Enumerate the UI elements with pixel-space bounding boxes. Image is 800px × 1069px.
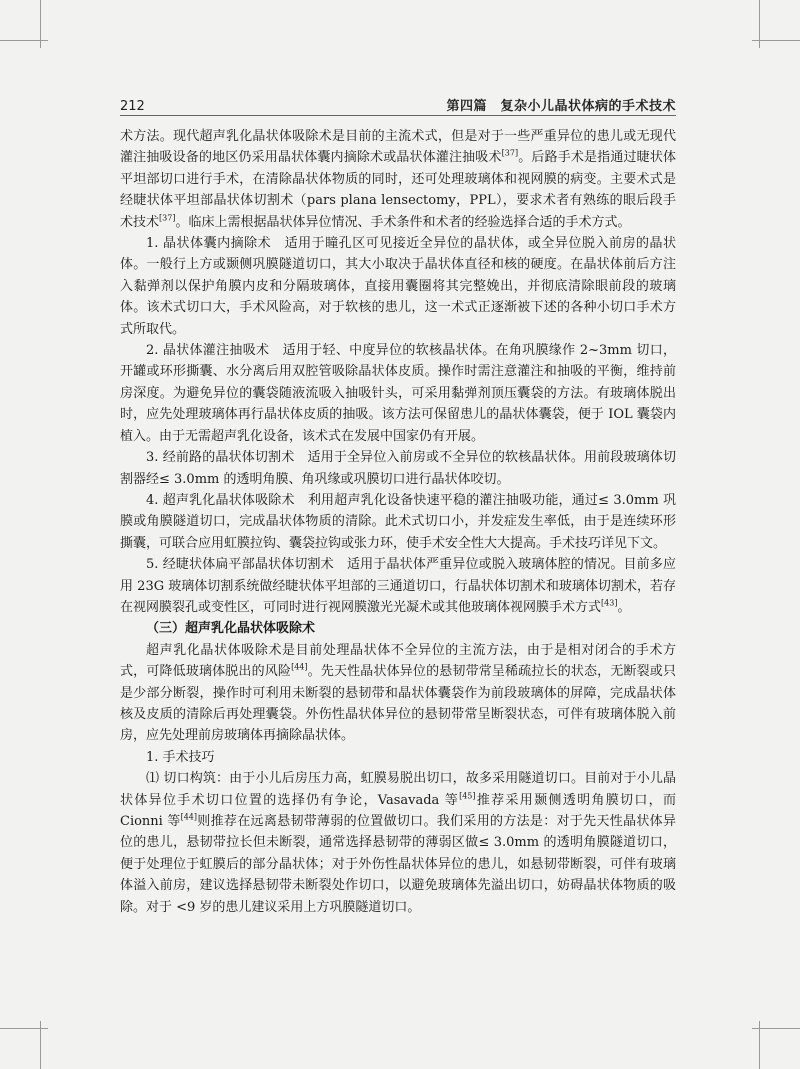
text-run: 。: [617, 599, 631, 615]
paragraph: [120, 340, 676, 447]
text-run: 超声乳化晶状体吸除术是目前处理晶状体不全异位的主流方法，由于是相对闭合的手术方式，可降低玻璃体脱出的风险: [120, 642, 676, 680]
text-run: ⑴ 切口构筑：由于小儿后房压力高，虹膜易脱出切口，故多采用隧道切口。目前对于小儿晶状体异位手术切口位置的选择仍有争论，Vasavada 等: [120, 771, 676, 808]
running-header: [120, 92, 676, 114]
text-run: 推荐采用颞侧透明角膜切口，而 Cionni 等: [120, 792, 676, 829]
crop-mark: [752, 40, 800, 41]
body-text: [120, 126, 676, 918]
paragraph: [120, 747, 676, 768]
text-run: 则推荐在远离悬韧带薄弱的位置做切口。我们采用的方法是：对于先天性晶状体异位的患儿，悬韧带拉长但未断裂，通常选择悬韧带的薄弱区做≤ 3.0mm 的透明角膜隧道切口，便于处理位于虹膜后的部分晶状体；对于外伤性晶状体异位的患儿，如悬韧带断裂，可伴有玻璃体溢入前房，建议选择悬韧带未断裂处作切口，以避免玻璃体先溢出切口，妨碍晶状体物质的吸除。对于 <9 岁的患儿建议采用上方巩膜隧道切口。: [120, 814, 676, 915]
paragraph: [120, 768, 676, 918]
citation-ref: [43]: [601, 598, 618, 608]
chapter-title: 第四篇 复杂小儿晶状体病的手术技术: [446, 99, 676, 114]
paragraph: [120, 447, 676, 490]
text-run: 5. 经睫状体扁平部晶状体切割术 适用于晶状体严重异位或脱入玻璃体腔的情况。目前多应用 23G 玻璃体切割系统做经睫状体平坦部的三通道切口，行晶状体切割术和玻璃体切割术，若存在视网膜裂孔或变性区，可同时进行视网膜激光光凝术或其他玻璃体视网膜手术方式: [120, 557, 676, 615]
header-divider: [120, 115, 676, 116]
paragraph: [120, 554, 676, 618]
text-run: 4. 超声乳化晶状体吸除术 利用超声乳化设备快速平稳的灌注抽吸功能，通过≤ 3.0mm 巩膜或角膜隧道切口，完成晶状体物质的清除。此术式切口小，并发症发生率低，由于是连续环形撕囊，可联合应用虹膜拉钩、囊袋拉钩或张力环，使手术安全性大大提高。手术技巧详见下文。: [120, 492, 676, 551]
text-run: 2. 晶状体灌注抽吸术 适用于轻、中度异位的软核晶状体。在角巩膜缘作 2~3mm 切口，开罐或环形撕囊、水分离后用双腔管吸除晶状体皮质。操作时需注意灌注和抽吸的平衡，维持前房深度。为避免异位的囊袋随液流吸入抽吸针头，可采用黏弹剂顶压囊袋的方法。有玻璃体脱出时，应先处理玻璃体再行晶状体皮质的抽吸。该方法可保留患儿的晶状体囊袋，便于 IOL 囊袋内植入。由于无需超声乳化设备，该术式在发展中国家仍有开展。: [120, 343, 676, 444]
paragraph: [120, 233, 676, 340]
crop-mark: [0, 1028, 48, 1029]
text-run: 1. 手术技巧: [146, 749, 215, 765]
page-number: 212: [120, 99, 145, 114]
text-run: 术方法。现代超声乳化晶状体吸除术是目前的主流术式，但是对于一些严重异位的患儿或无现代灌注抽吸设备的地区仍采用晶状体囊内摘除术或晶状体灌注抽吸术: [120, 129, 676, 166]
paragraph: [120, 640, 676, 747]
citation-ref: [37]: [501, 149, 519, 159]
crop-mark: [0, 40, 48, 41]
citation-ref: [44]: [291, 662, 308, 672]
paragraph: [120, 126, 676, 233]
citation-ref: [44]: [180, 812, 197, 822]
crop-mark: [752, 1028, 800, 1029]
text-run: 。先天性晶状体异位的悬韧带常呈稀疏拉长的状态，无断裂或只是少部分断裂，操作时可利用未断裂的悬韧带和晶状体囊袋作为前段玻璃体的屏障，完成晶状体核及皮质的清除后再处理囊袋。外伤性晶状体异位的悬韧带常呈断裂状态，可伴有玻璃体脱入前房，应先处理前房玻璃体再摘除晶状体。: [120, 664, 676, 744]
text-run: （三）超声乳化晶状体吸除术: [146, 621, 316, 637]
section-heading: [120, 618, 676, 639]
text-run: 。临床上需根据晶状体异位情况、手术条件和术者的经验选择合适的手术方式。: [175, 214, 631, 230]
text-run: 1. 晶状体囊内摘除术 适用于瞳孔区可见接近全异位的晶状体，或全异位脱入前房的晶状体。一般行上方或颞侧巩膜隧道切口，其大小取决于晶状体直径和核的硬度。在晶状体前后方注入黏弹剂以保护角膜内皮和分隔玻璃体，直接用囊圈将其完整娩出，并彻底清除眼前段的玻璃体。该术式切口大，手术风险高，对于软核的患儿，这一术式正逐渐被下述的各种小切口手术方式所取代。: [120, 236, 676, 337]
text-run: 3. 经前路的晶状体切割术 适用于全异位入前房或不全异位的软核晶状体。用前段玻璃体切割器经≤ 3.0mm 的透明角膜、角巩缘或巩膜切口进行晶状体咬切。: [120, 450, 676, 487]
citation-ref: [37]: [159, 213, 176, 223]
text-run: 。后路手术是指通过睫状体平坦部切口进行手术，在清除晶状体物质的同时，还可处理玻璃体和视网膜的病变。主要术式是经睫状体平坦部晶状体切割术（pars plana lensectomy，PPL），要求术者有熟练的眼后段手术技术: [120, 150, 676, 230]
paragraph: [120, 490, 676, 554]
citation-ref: [45]: [459, 791, 476, 801]
